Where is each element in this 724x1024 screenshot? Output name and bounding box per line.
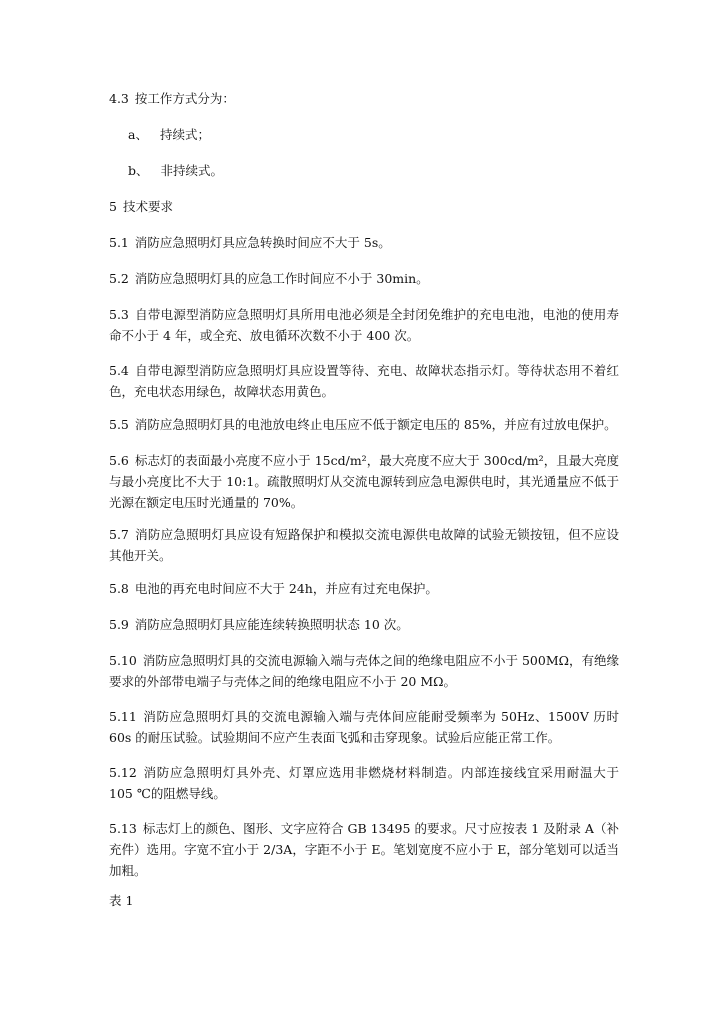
paragraph-number: 5.8: [109, 581, 129, 596]
paragraph-number: 5.1: [109, 235, 129, 250]
paragraph-5-12: [109, 762, 619, 804]
paragraph-number: 5.10: [109, 653, 137, 668]
section-text: 按工作方式分为：: [134, 91, 235, 106]
paragraph-5-7: [109, 524, 619, 566]
list-text: 非持续式。: [160, 163, 224, 178]
list-item-b: [128, 160, 223, 181]
paragraph-5-1: [109, 232, 619, 253]
paragraph-number: 5.3: [109, 307, 129, 322]
paragraph-5-9: [109, 614, 619, 635]
paragraph-5-2: [109, 268, 619, 289]
paragraph-number: 5.12: [109, 765, 137, 780]
paragraph-text: 消防应急照明灯具应设有短路保护和模拟交流电源供电故障的试验无锁按钮，但不应设其他开关。: [109, 527, 619, 563]
paragraph-number: 5.7: [109, 527, 129, 542]
paragraph-5-4: [109, 360, 619, 402]
paragraph-number: 5.13: [109, 821, 137, 836]
section-5-heading: [109, 196, 173, 217]
paragraph-number: 5.2: [109, 271, 129, 286]
paragraph-text: 自带电源型消防应急照明灯具所用电池必须是全封闭免维护的充电电池，电池的使用寿命不小于 4 年，或全充、放电循环次数不小于 400 次。: [109, 307, 619, 343]
paragraph-text: 消防应急照明灯具的交流电源输入端与壳体间应能耐受频率为 50Hz、1500V 历时 60s 的耐压试验。试验期间不应产生表面飞弧和击穿现象。试验后应能正常工作。: [109, 709, 619, 745]
list-text: 持续式；: [159, 127, 210, 142]
paragraph-text: 消防应急照明灯具应能连续转换照明状态 10 次。: [134, 617, 409, 632]
paragraph-5-8: [109, 578, 619, 599]
paragraph-text: 标志灯的表面最小亮度不应小于 15cd/m²，最大亮度不应大于 300cd/m²，且最大亮度与最小亮度比不大于 10:1。疏散照明灯从交流电源转到应急电源供电时，其光通量应不低于光源在额定电压时光通量的 70%。: [109, 453, 619, 510]
section-number: 5: [109, 199, 117, 214]
table-caption: 表 1: [109, 893, 134, 908]
paragraph-text: 电池的再充电时间应不大于 24h，并应有过充电保护。: [134, 581, 438, 596]
paragraph-5-5: [109, 414, 619, 435]
paragraph-5-3: [109, 304, 619, 346]
paragraph-text: 消防应急照明灯具的电池放电终止电压应不低于额定电压的 85%，并应有过放电保护。: [134, 417, 617, 432]
paragraph-5-6: [109, 450, 619, 513]
paragraph-text: 消防应急照明灯具的应急工作时间应不小于 30min。: [134, 271, 429, 286]
paragraph-text: 自带电源型消防应急照明灯具应设置等待、充电、故障状态指示灯。等待状态用不着红色，充电状态用绿色，故障状态用黄色。: [109, 363, 619, 399]
list-item-a: [128, 124, 210, 145]
paragraph-number: 5.4: [109, 363, 129, 378]
paragraph-text: 消防应急照明灯具的交流电源输入端与壳体之间的绝缘电阻应不小于 500MΩ，有绝缘要求的外部带电端子与壳体之间的绝缘电阻应不小于 20 MΩ。: [109, 653, 619, 689]
paragraph-text: 消防应急照明灯具应急转换时间应不大于 5s。: [134, 235, 391, 250]
paragraph-number: 5.9: [109, 617, 129, 632]
paragraph-text: 消防应急照明灯具外壳、灯罩应选用非燃烧材料制造。内部连接线宜采用耐温大于 105 ℃的阻燃导线。: [109, 765, 619, 801]
list-label: b、: [128, 163, 149, 178]
paragraph-number: 5.6: [109, 453, 129, 468]
paragraph-5-10: [109, 650, 619, 692]
paragraph-5-11: [109, 706, 619, 748]
section-title: 技术要求: [122, 199, 173, 214]
list-label: a、: [128, 127, 148, 142]
section-number: 4.3: [109, 91, 129, 106]
section-4-3-heading: [109, 88, 235, 109]
paragraph-number: 5.5: [109, 417, 129, 432]
paragraph-number: 5.11: [109, 709, 137, 724]
paragraph-5-13: [109, 818, 619, 881]
paragraph-text: 标志灯上的颜色、图形、文字应符合 GB 13495 的要求。尺寸应按表 1 及附录 A（补充件）选用。字宽不宜小于 2/3A，字距不小于 E。笔划宽度不应小于 E，部分笔划可以适当加粗。: [109, 821, 619, 878]
